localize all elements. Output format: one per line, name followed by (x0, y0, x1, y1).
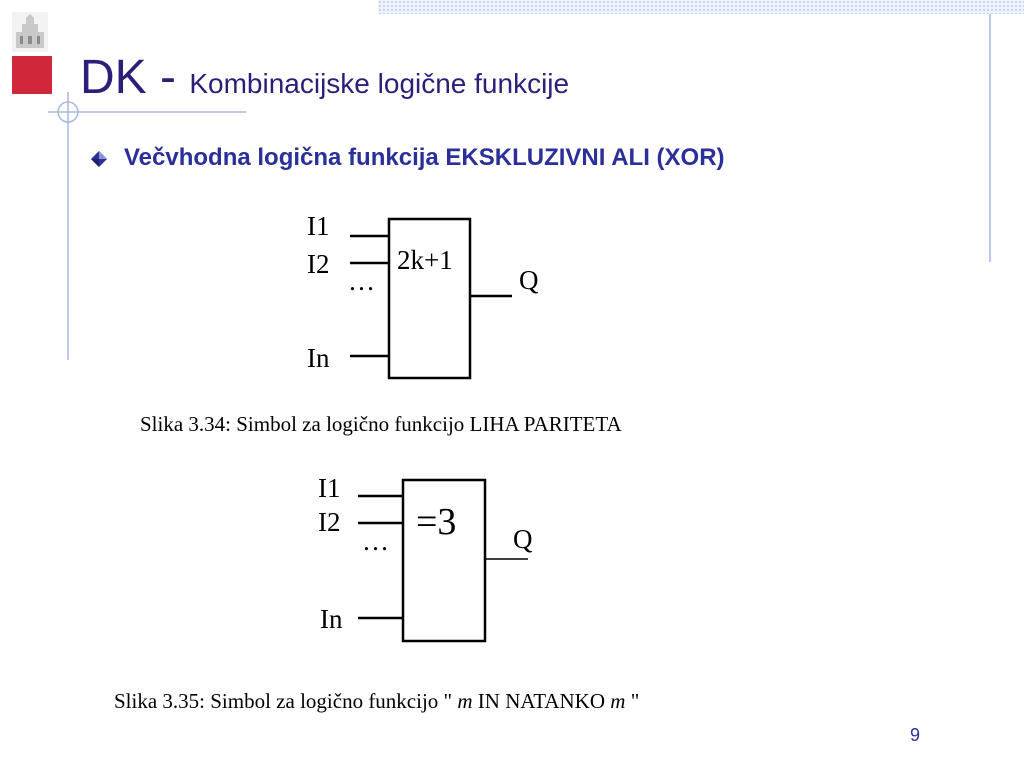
caption-m-1: m (457, 689, 473, 713)
gate-label: 2k+1 (397, 245, 453, 275)
parity-gate-diagram (300, 205, 560, 390)
caption-m-2: m (610, 689, 626, 713)
figure-caption-2 (114, 689, 639, 714)
m-of-m-gate-diagram (310, 470, 550, 645)
input-label-n: In (307, 343, 330, 373)
output-label: Q (513, 524, 533, 554)
diamond-bullet-icon (90, 150, 108, 168)
ellipsis: … (348, 266, 375, 296)
page-number: 9 (910, 725, 921, 745)
title-main: DK - (80, 51, 190, 104)
input-label-n: In (320, 604, 343, 634)
input-label-1: I1 (318, 473, 341, 503)
gate-label: =3 (416, 501, 457, 543)
bullet-text: Večvhodna logična funkcija EKSKLUZIVNI ALI (XOR) (124, 144, 725, 171)
caption-text-3: " (625, 689, 640, 713)
input-label-1: I1 (307, 211, 330, 241)
university-logo-icon (8, 8, 52, 96)
gate-box (389, 219, 470, 378)
output-label: Q (519, 265, 539, 295)
ellipsis: … (362, 526, 389, 556)
caption-text-2: IN NATANKO (472, 689, 611, 713)
caption-text-1: Slika 3.35: Simbol za logično funkcijo " (114, 689, 458, 713)
figure-caption-1: Slika 3.34: Simbol za logično funkcijo LIHA PARITETA (140, 412, 622, 436)
input-label-2: I2 (318, 507, 341, 537)
header-pattern (378, 0, 1024, 14)
title-subtitle: Kombinacijske logične funkcije (189, 68, 570, 99)
slide-title (80, 50, 569, 105)
input-label-2: I2 (307, 249, 330, 279)
